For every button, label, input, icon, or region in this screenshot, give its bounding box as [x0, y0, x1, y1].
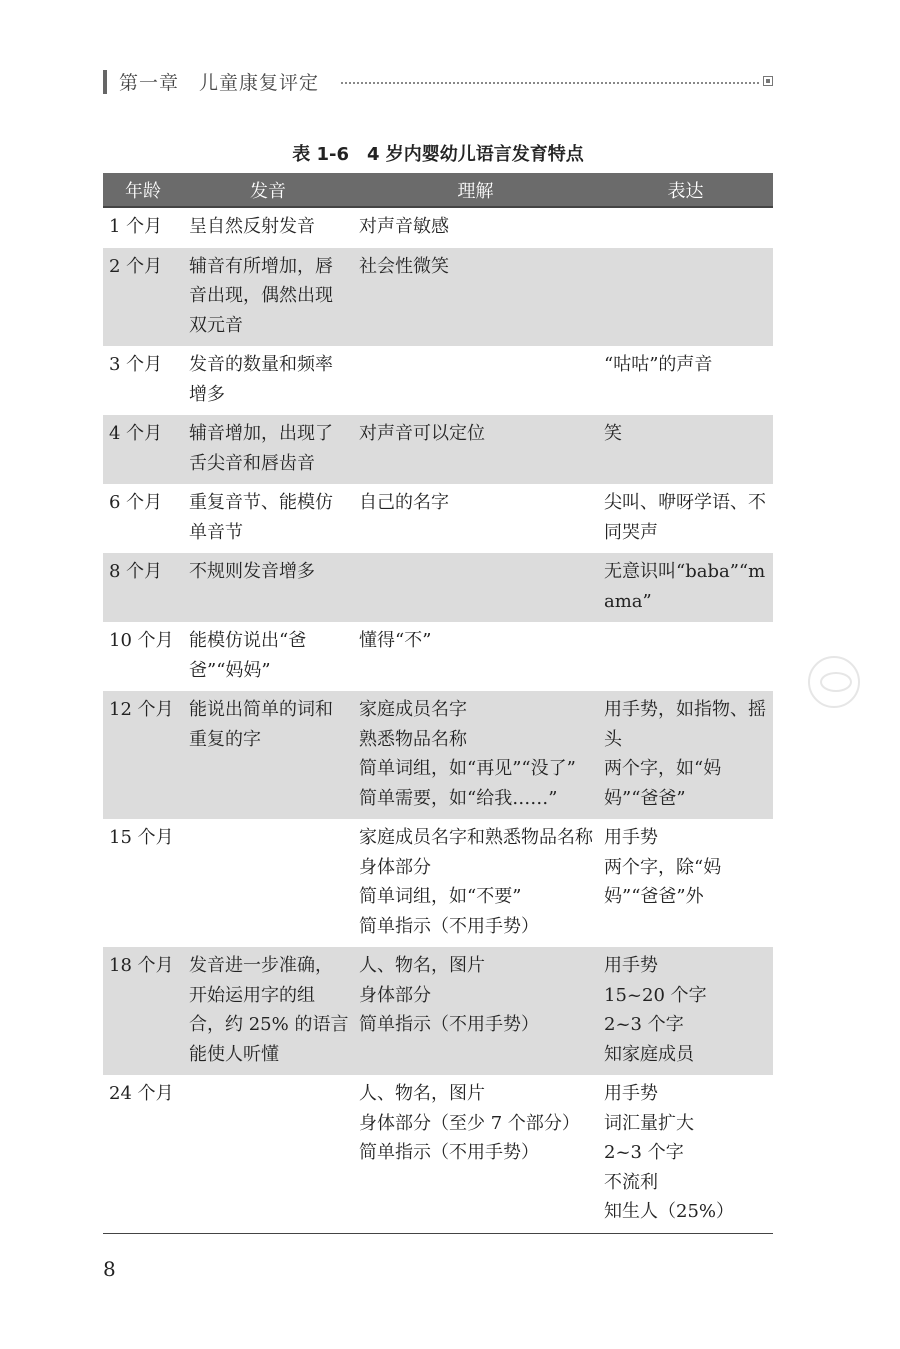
column-header-age: 年龄: [103, 173, 183, 207]
cell-pronunciation: 辅音有所增加，唇音出现，偶然出现双元音: [189, 255, 333, 336]
table-row: [103, 553, 773, 622]
cell-age: 24 个月: [103, 1075, 183, 1233]
table-row: [103, 947, 773, 1075]
cell-pronunciation: 发音进一步准确，开始运用字的组合，约 25% 的语言能使人听懂: [189, 955, 349, 1065]
table-row: [103, 346, 773, 415]
cell-expression: [598, 248, 773, 347]
cell-pronunciation: [183, 819, 353, 947]
cell-age: 15 个月: [109, 827, 174, 848]
cell-pronunciation: 辅音增加，出现了舌尖音和唇齿音: [189, 423, 333, 474]
cell-comprehension: 自己的名字: [359, 492, 449, 513]
cell-pronunciation: 不规则发音增多: [189, 561, 315, 582]
cell-expression: “咕咕”的声音: [604, 354, 713, 375]
table-caption: 表 1-6 4 岁内婴幼儿语言发育特点: [292, 144, 584, 165]
cell-comprehension: 人、物名，图片 身体部分（至少 7 个部分） 简单指示（不用手势）: [353, 1075, 598, 1233]
cell-age: 6 个月: [109, 492, 163, 513]
page-number: 8: [103, 1257, 116, 1281]
column-header-comprehension: 理解: [353, 173, 598, 207]
cell-comprehension: [353, 553, 598, 622]
cell-age: 12 个月: [109, 699, 174, 720]
cell-expression: 用手势 15~20 个字 2~3 个字 知家庭成员: [604, 955, 707, 1065]
table-row: [103, 248, 773, 347]
header-dotted-rule: [341, 82, 759, 84]
cell-expression: 无意识叫“baba”“mama”: [604, 561, 766, 612]
cell-comprehension: 家庭成员名字和熟悉物品名称 身体部分 简单词组，如“不要” 简单指示（不用手势）: [359, 827, 593, 937]
cell-age: 2 个月: [109, 255, 163, 277]
cell-comprehension: 对声音可以定位: [359, 423, 485, 444]
cell-age: 1 个月: [109, 216, 163, 237]
column-header-expression: 表达: [598, 173, 773, 207]
cell-expression: [598, 207, 773, 248]
cell-expression: 用手势 两个字，除“妈妈”“爸爸”外: [604, 827, 722, 907]
cell-pronunciation: 能模仿说出“爸爸”“妈妈”: [189, 630, 307, 681]
cell-expression: 尖叫、咿呀学语、不同哭声: [604, 492, 766, 543]
cell-comprehension: 社会性微笑: [359, 255, 449, 277]
table-row: [103, 691, 773, 819]
table-row: [103, 207, 773, 248]
cell-comprehension: [353, 346, 598, 415]
cell-age: 4 个月: [109, 423, 163, 444]
cell-age: 3 个月: [109, 354, 163, 375]
chapter-title: 第一章 儿童康复评定: [119, 72, 320, 94]
column-header-pronunciation: 发音: [183, 173, 353, 207]
table-row: [103, 1075, 773, 1233]
cell-expression: 用手势，如指物、摇头 两个字，如“妈妈”“爸爸”: [604, 699, 766, 809]
table-row: [103, 415, 773, 484]
table-row: [103, 622, 773, 691]
language-development-table: [103, 173, 773, 1234]
watermark-logo-icon: [808, 656, 860, 708]
cell-comprehension: 懂得“不”: [359, 630, 432, 651]
cell-pronunciation: [183, 1075, 353, 1233]
table-row: [103, 484, 773, 553]
table-body: [103, 207, 773, 1233]
table-row: [103, 819, 773, 947]
header-end-mark-icon: [763, 76, 773, 86]
cell-expression: [598, 622, 773, 691]
cell-pronunciation: 能说出简单的词和重复的字: [189, 699, 333, 750]
table-header-row: [103, 173, 773, 207]
cell-pronunciation: 发音的数量和频率增多: [189, 354, 333, 405]
cell-comprehension: 家庭成员名字 熟悉物品名称 简单词组，如“再见”“没了” 简单需要，如“给我……”: [359, 699, 576, 809]
cell-expression: 用手势 词汇量扩大 2~3 个字 不流利 知生人（25%）: [598, 1075, 773, 1233]
cell-pronunciation: 呈自然反射发音: [189, 216, 315, 237]
cell-pronunciation: 重复音节、能模仿单音节: [189, 492, 333, 543]
cell-age: 10 个月: [109, 630, 174, 651]
cell-expression: 笑: [604, 423, 622, 444]
cell-age: 8 个月: [109, 561, 163, 582]
cell-age: 18 个月: [109, 955, 174, 976]
cell-comprehension: 人、物名，图片 身体部分 简单指示（不用手势）: [359, 955, 539, 1035]
header-bar: [103, 70, 107, 94]
cell-comprehension: 对声音敏感: [359, 216, 449, 237]
running-header: [103, 68, 773, 96]
